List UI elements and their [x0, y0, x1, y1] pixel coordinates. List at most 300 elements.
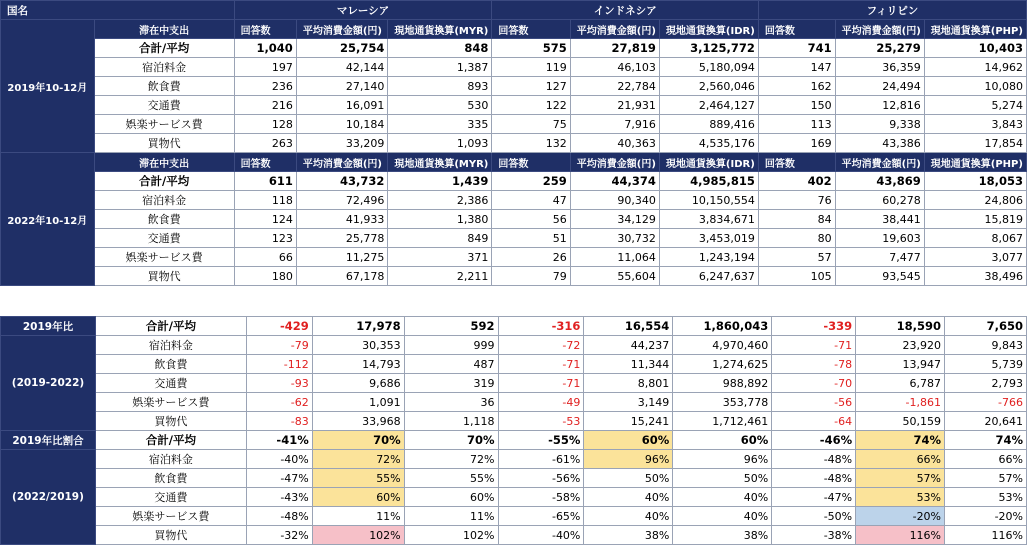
value-cell: -70: [772, 374, 856, 393]
value-cell: 60%: [673, 431, 772, 450]
value-cell: 116%: [945, 526, 1027, 545]
table-row: [1, 393, 1027, 412]
category-cell: 交通費: [95, 488, 246, 507]
value-cell: 70%: [312, 431, 404, 450]
value-cell: 3,453,019: [659, 229, 758, 248]
value-cell: 74%: [856, 431, 945, 450]
value-cell: 3,125,772: [659, 39, 758, 58]
value-cell: -65%: [498, 507, 584, 526]
value-cell: 3,149: [584, 393, 673, 412]
value-cell: 12,816: [835, 96, 924, 115]
value-cell: 50%: [584, 469, 673, 488]
value-cell: 72%: [312, 450, 404, 469]
value-cell: 3,077: [924, 248, 1026, 267]
value-cell: -40%: [498, 526, 584, 545]
value-cell: 42,144: [296, 58, 388, 77]
value-cell: 17,978: [312, 317, 404, 336]
category-cell: 買物代: [94, 134, 234, 153]
value-cell: -20%: [856, 507, 945, 526]
value-cell: 102%: [404, 526, 498, 545]
value-cell: 123: [234, 229, 296, 248]
ratio-label: 2019年比割合: [1, 431, 96, 450]
value-cell: 57%: [945, 469, 1027, 488]
value-cell: 263: [234, 134, 296, 153]
value-cell: 2,560,046: [659, 77, 758, 96]
category-cell: 交通費: [95, 374, 246, 393]
table-row: [1, 355, 1027, 374]
value-cell: 44,237: [584, 336, 673, 355]
value-cell: 66: [234, 248, 296, 267]
value-cell: -40%: [246, 450, 312, 469]
value-cell: 17,854: [924, 134, 1026, 153]
value-cell: 11,275: [296, 248, 388, 267]
value-cell: 26: [492, 248, 570, 267]
value-cell: 353,778: [673, 393, 772, 412]
value-cell: 9,843: [945, 336, 1027, 355]
value-cell: 848: [388, 39, 492, 58]
column-header: 平均消費金額(円): [296, 20, 388, 39]
category-cell: 宿泊料金: [94, 191, 234, 210]
value-cell: 102%: [312, 526, 404, 545]
category-cell: 宿泊料金: [94, 58, 234, 77]
table-row: [1, 229, 1027, 248]
table-row: [1, 172, 1027, 191]
value-cell: 4,535,176: [659, 134, 758, 153]
value-cell: 53%: [945, 488, 1027, 507]
value-cell: 40%: [584, 507, 673, 526]
value-cell: 40%: [673, 488, 772, 507]
value-cell: 162: [758, 77, 835, 96]
value-cell: -61%: [498, 450, 584, 469]
value-cell: 7,477: [835, 248, 924, 267]
column-header: 回答数: [758, 20, 835, 39]
value-cell: 96%: [584, 450, 673, 469]
value-cell: 122: [492, 96, 570, 115]
category-cell: 娯楽サービス費: [94, 248, 234, 267]
value-cell: -55%: [498, 431, 584, 450]
value-cell: 67,178: [296, 267, 388, 286]
value-cell: 24,806: [924, 191, 1026, 210]
value-cell: 13,947: [856, 355, 945, 374]
value-cell: -64: [772, 412, 856, 431]
value-cell: 30,353: [312, 336, 404, 355]
value-cell: 128: [234, 115, 296, 134]
value-cell: -339: [772, 317, 856, 336]
table-row: [1, 39, 1027, 58]
value-cell: 2,793: [945, 374, 1027, 393]
value-cell: 4,970,460: [673, 336, 772, 355]
header-row: [1, 1, 1027, 20]
value-cell: 11,344: [584, 355, 673, 374]
diff-label-spacer: [1, 336, 96, 431]
value-cell: -56%: [498, 469, 584, 488]
table-row: [1, 248, 1027, 267]
value-cell: 4,985,815: [659, 172, 758, 191]
category-cell: 合計/平均: [94, 39, 234, 58]
table-row: [1, 488, 1027, 507]
category-cell: 飲食費: [94, 210, 234, 229]
value-cell: 2,464,127: [659, 96, 758, 115]
value-cell: 113: [758, 115, 835, 134]
value-cell: 893: [388, 77, 492, 96]
value-cell: -71: [498, 374, 584, 393]
column-header: 平均消費金額(円): [570, 20, 659, 39]
value-cell: -56: [772, 393, 856, 412]
value-cell: 14,793: [312, 355, 404, 374]
value-cell: 55%: [404, 469, 498, 488]
value-cell: 1,860,043: [673, 317, 772, 336]
value-cell: 33,209: [296, 134, 388, 153]
value-cell: 9,338: [835, 115, 924, 134]
value-cell: 487: [404, 355, 498, 374]
table-row: [1, 267, 1027, 286]
value-cell: 60%: [404, 488, 498, 507]
value-cell: 43,869: [835, 172, 924, 191]
value-cell: 197: [234, 58, 296, 77]
value-cell: 33,968: [312, 412, 404, 431]
column-header: 現地通貨換算(IDR): [659, 153, 758, 172]
value-cell: 43,732: [296, 172, 388, 191]
table-row: [1, 469, 1027, 488]
country-header-0: マレーシア: [234, 1, 492, 20]
value-cell: 55%: [312, 469, 404, 488]
value-cell: 84: [758, 210, 835, 229]
value-cell: -72: [498, 336, 584, 355]
value-cell: -48%: [772, 450, 856, 469]
value-cell: 127: [492, 77, 570, 96]
value-cell: 21,931: [570, 96, 659, 115]
value-cell: 18,590: [856, 317, 945, 336]
value-cell: 849: [388, 229, 492, 248]
category-cell: 合計/平均: [94, 172, 234, 191]
period-label-2022: 2022年10-12月: [1, 153, 95, 286]
diff-label: 2019年比: [1, 317, 96, 336]
value-cell: 11%: [312, 507, 404, 526]
category-cell: 買物代: [94, 267, 234, 286]
value-cell: 66%: [945, 450, 1027, 469]
value-cell: 1,040: [234, 39, 296, 58]
value-cell: 1,274,625: [673, 355, 772, 374]
ratio-sublabel: (2022/2019): [12, 491, 84, 503]
value-cell: 72%: [404, 450, 498, 469]
value-cell: 75: [492, 115, 570, 134]
value-cell: 150: [758, 96, 835, 115]
value-cell: 259: [492, 172, 570, 191]
value-cell: 25,279: [835, 39, 924, 58]
value-cell: -49: [498, 393, 584, 412]
value-cell: 38%: [584, 526, 673, 545]
category-cell: 飲食費: [95, 355, 246, 374]
value-cell: 147: [758, 58, 835, 77]
value-cell: -766: [945, 393, 1027, 412]
value-cell: -43%: [246, 488, 312, 507]
value-cell: 402: [758, 172, 835, 191]
value-cell: -48%: [772, 469, 856, 488]
value-cell: 38%: [673, 526, 772, 545]
value-cell: 11%: [404, 507, 498, 526]
value-cell: 36: [404, 393, 498, 412]
value-cell: -78: [772, 355, 856, 374]
category-header: 滞在中支出: [94, 153, 234, 172]
category-cell: 交通費: [94, 229, 234, 248]
value-cell: 60%: [584, 431, 673, 450]
value-cell: 19,603: [835, 229, 924, 248]
value-cell: -79: [246, 336, 312, 355]
category-cell: 買物代: [95, 412, 246, 431]
table-row: [1, 58, 1027, 77]
value-cell: 180: [234, 267, 296, 286]
value-cell: 889,416: [659, 115, 758, 134]
value-cell: 8,067: [924, 229, 1026, 248]
value-cell: 6,247,637: [659, 267, 758, 286]
value-cell: -41%: [246, 431, 312, 450]
value-cell: 335: [388, 115, 492, 134]
value-cell: -83: [246, 412, 312, 431]
table-row: [1, 96, 1027, 115]
table-row: [1, 210, 1027, 229]
value-cell: -112: [246, 355, 312, 374]
column-header: 回答数: [492, 20, 570, 39]
category-cell: 合計/平均: [95, 431, 246, 450]
value-cell: 43,386: [835, 134, 924, 153]
value-cell: -1,861: [856, 393, 945, 412]
category-cell: 飲食費: [95, 469, 246, 488]
table-row: [1, 431, 1027, 450]
value-cell: 3,843: [924, 115, 1026, 134]
value-cell: 1,091: [312, 393, 404, 412]
column-header: 現地通貨換算(MYR): [388, 153, 492, 172]
column-header: 現地通貨換算(PHP): [924, 20, 1026, 39]
value-cell: 5,274: [924, 96, 1026, 115]
value-cell: -48%: [246, 507, 312, 526]
value-cell: 10,184: [296, 115, 388, 134]
table-row: [1, 191, 1027, 210]
value-cell: 2,211: [388, 267, 492, 286]
value-cell: 236: [234, 77, 296, 96]
value-cell: 1,093: [388, 134, 492, 153]
value-cell: -38%: [772, 526, 856, 545]
country-header-1: インドネシア: [492, 1, 759, 20]
value-cell: 116%: [856, 526, 945, 545]
value-cell: -46%: [772, 431, 856, 450]
value-cell: 38,496: [924, 267, 1026, 286]
category-cell: 娯楽サービス費: [95, 393, 246, 412]
column-header: 現地通貨換算(PHP): [924, 153, 1026, 172]
value-cell: 10,150,554: [659, 191, 758, 210]
period-label-2019: 2019年10-12月: [1, 20, 95, 153]
value-cell: -71: [498, 355, 584, 374]
value-cell: 93,545: [835, 267, 924, 286]
value-cell: 22,784: [570, 77, 659, 96]
value-cell: 66%: [856, 450, 945, 469]
value-cell: 7,650: [945, 317, 1027, 336]
value-cell: 27,819: [570, 39, 659, 58]
value-cell: 999: [404, 336, 498, 355]
column-header: 回答数: [758, 153, 835, 172]
value-cell: 60,278: [835, 191, 924, 210]
value-cell: 118: [234, 191, 296, 210]
value-cell: -32%: [246, 526, 312, 545]
value-cell: 371: [388, 248, 492, 267]
value-cell: 18,053: [924, 172, 1026, 191]
value-cell: 5,739: [945, 355, 1027, 374]
value-cell: 1,380: [388, 210, 492, 229]
value-cell: 57%: [856, 469, 945, 488]
column-header: 平均消費金額(円): [296, 153, 388, 172]
table-row: [1, 374, 1027, 393]
value-cell: 34,129: [570, 210, 659, 229]
value-cell: 10,403: [924, 39, 1026, 58]
spending-table-comparison: [0, 316, 1027, 545]
value-cell: 1,243,194: [659, 248, 758, 267]
value-cell: 90,340: [570, 191, 659, 210]
diff-sublabel: (2019-2022): [11, 377, 85, 389]
value-cell: 169: [758, 134, 835, 153]
category-cell: 交通費: [94, 96, 234, 115]
table-row: [1, 77, 1027, 96]
value-cell: 38,441: [835, 210, 924, 229]
value-cell: 11,064: [570, 248, 659, 267]
category-cell: 飲食費: [94, 77, 234, 96]
table-row: [1, 526, 1027, 545]
value-cell: 16,091: [296, 96, 388, 115]
category-cell: 娯楽サービス費: [94, 115, 234, 134]
value-cell: 57: [758, 248, 835, 267]
value-cell: -58%: [498, 488, 584, 507]
value-cell: 9,686: [312, 374, 404, 393]
value-cell: -93: [246, 374, 312, 393]
category-cell: 宿泊料金: [95, 336, 246, 355]
value-cell: 25,754: [296, 39, 388, 58]
value-cell: 46,103: [570, 58, 659, 77]
column-header: 現地通貨換算(MYR): [388, 20, 492, 39]
sub-header-row: [1, 153, 1027, 172]
category-cell: 合計/平均: [95, 317, 246, 336]
value-cell: 216: [234, 96, 296, 115]
value-cell: 96%: [673, 450, 772, 469]
value-cell: 575: [492, 39, 570, 58]
value-cell: -62: [246, 393, 312, 412]
value-cell: -50%: [772, 507, 856, 526]
value-cell: 24,494: [835, 77, 924, 96]
value-cell: 79: [492, 267, 570, 286]
value-cell: 30,732: [570, 229, 659, 248]
category-cell: 宿泊料金: [95, 450, 246, 469]
value-cell: 15,819: [924, 210, 1026, 229]
column-header: 平均消費金額(円): [835, 20, 924, 39]
value-cell: 105: [758, 267, 835, 286]
value-cell: -71: [772, 336, 856, 355]
table-row: [1, 412, 1027, 431]
value-cell: 3,834,671: [659, 210, 758, 229]
value-cell: 1,387: [388, 58, 492, 77]
value-cell: -47%: [246, 469, 312, 488]
column-header: 回答数: [492, 153, 570, 172]
value-cell: 611: [234, 172, 296, 191]
value-cell: 41,933: [296, 210, 388, 229]
value-cell: 319: [404, 374, 498, 393]
table-row: [1, 134, 1027, 153]
table-row: [1, 450, 1027, 469]
value-cell: -53: [498, 412, 584, 431]
value-cell: 40,363: [570, 134, 659, 153]
value-cell: 988,892: [673, 374, 772, 393]
value-cell: 70%: [404, 431, 498, 450]
category-header: 滞在中支出: [94, 20, 234, 39]
value-cell: 50,159: [856, 412, 945, 431]
value-cell: 36,359: [835, 58, 924, 77]
value-cell: 119: [492, 58, 570, 77]
table-row: [1, 317, 1027, 336]
value-cell: 27,140: [296, 77, 388, 96]
value-cell: 8,801: [584, 374, 673, 393]
value-cell: 124: [234, 210, 296, 229]
country-header-2: フィリピン: [758, 1, 1026, 20]
value-cell: -47%: [772, 488, 856, 507]
value-cell: 55,604: [570, 267, 659, 286]
value-cell: 74%: [945, 431, 1027, 450]
value-cell: 47: [492, 191, 570, 210]
value-cell: 10,080: [924, 77, 1026, 96]
value-cell: 14,962: [924, 58, 1026, 77]
sub-header-row: [1, 20, 1027, 39]
value-cell: 1,439: [388, 172, 492, 191]
value-cell: -429: [246, 317, 312, 336]
column-header: 回答数: [234, 153, 296, 172]
value-cell: 7,916: [570, 115, 659, 134]
value-cell: 53%: [856, 488, 945, 507]
value-cell: 20,641: [945, 412, 1027, 431]
column-header: 平均消費金額(円): [835, 153, 924, 172]
value-cell: 51: [492, 229, 570, 248]
value-cell: 25,778: [296, 229, 388, 248]
column-header: 現地通貨換算(IDR): [659, 20, 758, 39]
column-header: 回答数: [234, 20, 296, 39]
value-cell: 530: [388, 96, 492, 115]
value-cell: -316: [498, 317, 584, 336]
value-cell: -20%: [945, 507, 1027, 526]
value-cell: 16,554: [584, 317, 673, 336]
value-cell: 76: [758, 191, 835, 210]
value-cell: 6,787: [856, 374, 945, 393]
table-row: [1, 115, 1027, 134]
value-cell: 741: [758, 39, 835, 58]
value-cell: 1,712,461: [673, 412, 772, 431]
value-cell: 72,496: [296, 191, 388, 210]
value-cell: 40%: [673, 507, 772, 526]
country-label-header: 国名: [1, 1, 235, 20]
category-cell: 娯楽サービス費: [95, 507, 246, 526]
value-cell: 1,118: [404, 412, 498, 431]
category-cell: 買物代: [95, 526, 246, 545]
value-cell: 56: [492, 210, 570, 229]
value-cell: 44,374: [570, 172, 659, 191]
value-cell: 80: [758, 229, 835, 248]
column-header: 平均消費金額(円): [570, 153, 659, 172]
table-row: [1, 336, 1027, 355]
ratio-label-spacer: [1, 450, 96, 545]
value-cell: 50%: [673, 469, 772, 488]
value-cell: 5,180,094: [659, 58, 758, 77]
value-cell: 132: [492, 134, 570, 153]
value-cell: 2,386: [388, 191, 492, 210]
value-cell: 592: [404, 317, 498, 336]
value-cell: 60%: [312, 488, 404, 507]
table-row: [1, 507, 1027, 526]
value-cell: 15,241: [584, 412, 673, 431]
value-cell: 40%: [584, 488, 673, 507]
value-cell: 23,920: [856, 336, 945, 355]
